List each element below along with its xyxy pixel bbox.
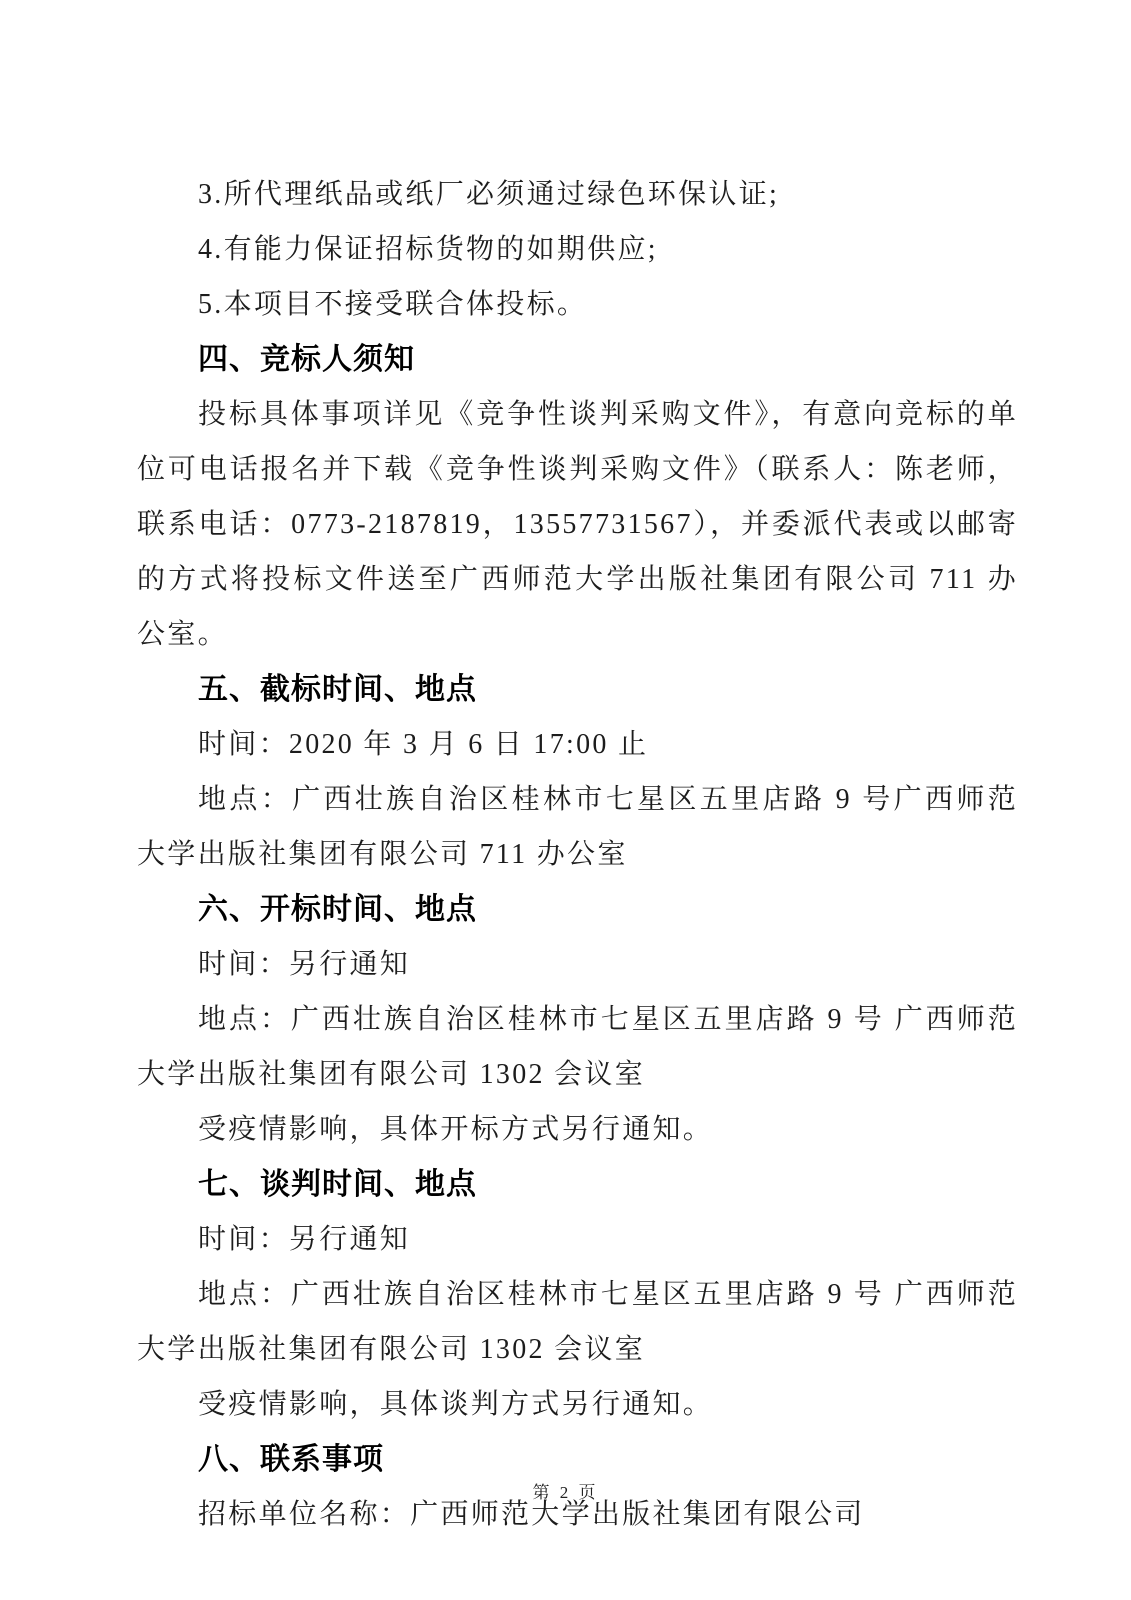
condition-item-4: 4.有能力保证招标货物的如期供应; <box>198 234 658 265</box>
document-body <box>137 167 1018 1542</box>
section-heading-bid-opening: 六、开标时间、地点 <box>198 893 477 926</box>
condition-item-3: 3.所代理纸品或纸厂必须通过绿色环保认证; <box>198 179 780 210</box>
negotiation-time: 时间：另行通知 <box>198 1224 411 1255</box>
negotiation-covid-note: 受疫情影响，具体谈判方式另行通知。 <box>198 1389 714 1420</box>
section-heading-contact: 八、联系事项 <box>198 1443 384 1476</box>
section-heading-bidder-instructions: 四、竞标人须知 <box>198 343 415 376</box>
condition-item-5: 5.本项目不接受联合体投标。 <box>198 289 588 320</box>
tendering-unit-name: 招标单位名称：广西师范大学出版社集团有限公司 <box>198 1499 865 1530</box>
bid-deadline-location: 地点：广西壮族自治区桂林市七星区五里店路 9 号广西师范大学出版社集团有限公司 711 办公室 <box>137 784 1018 870</box>
bid-opening-location: 地点：广西壮族自治区桂林市七星区五里店路 9 号 广西师范大学出版社集团有限公司 1302 会议室 <box>137 1004 1018 1090</box>
section-heading-bid-deadline: 五、截标时间、地点 <box>198 673 477 706</box>
bidder-instructions-paragraph: 投标具体事项详见《竞争性谈判采购文件》，有意向竞标的单位可电话报名并下载《竞争性谈判采购文件》（联系人：陈老师，联系电话：0773-2187819，13557731567），并委派代表或以邮寄的方式将投标文件送至广西师范大学出版社集团有限公司 711 办公室。 <box>137 399 1018 650</box>
negotiation-location: 地点：广西壮族自治区桂林市七星区五里店路 9 号 广西师范大学出版社集团有限公司 1302 会议室 <box>137 1279 1018 1365</box>
section-heading-negotiation: 七、谈判时间、地点 <box>198 1168 477 1201</box>
page-number: 第 2 页 <box>532 1483 599 1502</box>
bid-deadline-time: 时间：2020 年 3 月 6 日 17:00 止 <box>198 729 649 760</box>
bid-opening-covid-note: 受疫情影响，具体开标方式另行通知。 <box>198 1114 714 1145</box>
bid-opening-time: 时间：另行通知 <box>198 949 411 980</box>
